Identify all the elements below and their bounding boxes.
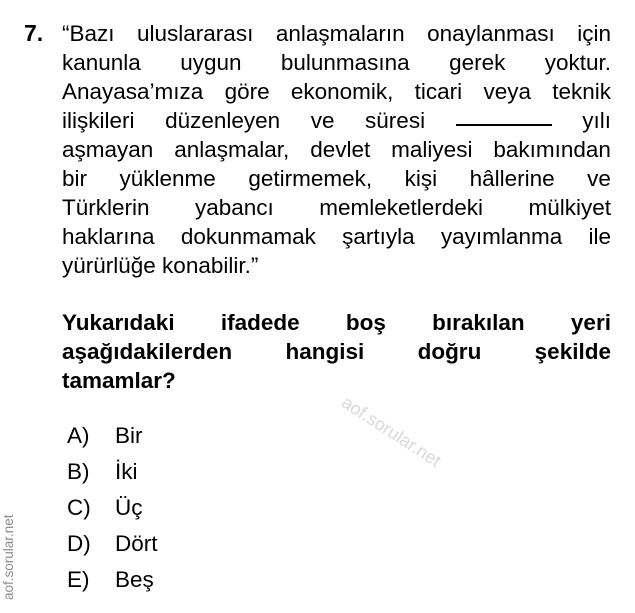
stem-word: göre: [224, 79, 270, 104]
stem-word: teknik: [552, 79, 611, 104]
question-stem: [62, 19, 611, 280]
stem-word: ticari: [414, 79, 463, 104]
question-prompt: [62, 308, 611, 395]
stem-word: düzenleyen: [165, 108, 281, 133]
stem-word: ve: [310, 108, 335, 133]
stem-word: bulunmasına: [280, 50, 410, 75]
stem-line: [62, 222, 611, 251]
prompt-word: doğru: [417, 339, 482, 364]
prompt-word: şekilde: [534, 339, 611, 364]
stem-line: [62, 135, 611, 164]
stem-word: gerek: [449, 50, 506, 75]
prompt-word: yeri: [570, 310, 611, 335]
stem-line: [62, 164, 611, 193]
stem-word: onaylanması: [427, 21, 555, 46]
stem-word: hâllerine: [469, 166, 555, 191]
stem-word: Anayasa’mıza: [62, 79, 204, 104]
stem-line: [62, 251, 611, 280]
option-c[interactable]: [67, 490, 158, 526]
stem-word: ile: [588, 224, 611, 249]
stem-line: [62, 48, 611, 77]
stem-word: mülkiyet: [528, 195, 611, 220]
stem-word: memleketlerdeki: [319, 195, 484, 220]
prompt-word: hangisi: [285, 339, 365, 364]
stem-line: [62, 19, 611, 48]
stem-line: [62, 77, 611, 106]
stem-word: uluslararası: [137, 21, 254, 46]
stem-word: yabancı: [194, 195, 274, 220]
stem-word: süresi: [365, 108, 426, 133]
prompt-line: [62, 337, 611, 366]
stem-word: Türklerin: [62, 195, 150, 220]
stem-word: ekonomik,: [290, 79, 394, 104]
prompt-word: Yukarıdaki: [62, 310, 175, 335]
stem-word: maliyesi: [391, 137, 473, 162]
option-text: İki: [115, 459, 138, 484]
stem-line: [62, 193, 611, 222]
option-letter: E): [67, 567, 90, 592]
stem-word: kişi: [404, 166, 438, 191]
stem-word: haklarına: [62, 224, 155, 249]
prompt-word: tamamlar?: [62, 368, 176, 393]
prompt-word: ifadede: [220, 310, 300, 335]
stem-word: şartıyla: [342, 224, 415, 249]
stem-word: bakımından: [493, 137, 611, 162]
fill-in-blank: [456, 106, 552, 126]
stem-word: kanunla: [62, 50, 141, 75]
watermark-side: aof.sorular.net: [1, 514, 16, 600]
prompt-word: boş: [345, 310, 386, 335]
stem-word: için: [577, 21, 611, 46]
stem-word: yayımlanma: [440, 224, 563, 249]
prompt-line: [62, 308, 611, 337]
stem-word: yürürlüğe konabilir.”: [62, 253, 259, 278]
stem-word: uygun: [180, 50, 242, 75]
stem-word: yılı: [582, 108, 611, 133]
option-letter: C): [67, 495, 91, 520]
option-b[interactable]: [67, 454, 158, 490]
option-text: Beş: [115, 567, 154, 592]
stem-word: bir: [62, 166, 88, 191]
stem-word: dokunmamak: [180, 224, 316, 249]
stem-word: anlaşmaların: [275, 21, 405, 46]
stem-word: ve: [587, 166, 611, 191]
prompt-line: [62, 366, 611, 395]
option-text: Bir: [115, 423, 143, 448]
option-d[interactable]: [67, 526, 158, 562]
option-letter: B): [67, 459, 90, 484]
question-number: 7.: [24, 20, 44, 46]
stem-word: devlet: [310, 137, 371, 162]
stem-word: aşmayan: [62, 137, 154, 162]
watermark-diagonal: aof.sorular.net: [338, 392, 445, 471]
stem-word: yoktur.: [544, 50, 611, 75]
option-a[interactable]: [67, 418, 158, 454]
prompt-word: bırakılan: [432, 310, 525, 335]
option-letter: D): [67, 531, 91, 556]
stem-line: [62, 106, 611, 135]
option-letter: A): [67, 423, 90, 448]
stem-word: ilişkileri: [62, 108, 135, 133]
stem-word: getirmemek,: [248, 166, 373, 191]
stem-word: anlaşmalar,: [174, 137, 290, 162]
stem-word: yüklenme: [119, 166, 216, 191]
option-text: Üç: [115, 495, 143, 520]
prompt-word: aşağıdakilerden: [62, 339, 233, 364]
stem-word: “Bazı: [62, 21, 115, 46]
option-e[interactable]: [67, 562, 158, 598]
option-text: Dört: [115, 531, 158, 556]
stem-word: veya: [483, 79, 531, 104]
answer-options: [67, 418, 158, 598]
